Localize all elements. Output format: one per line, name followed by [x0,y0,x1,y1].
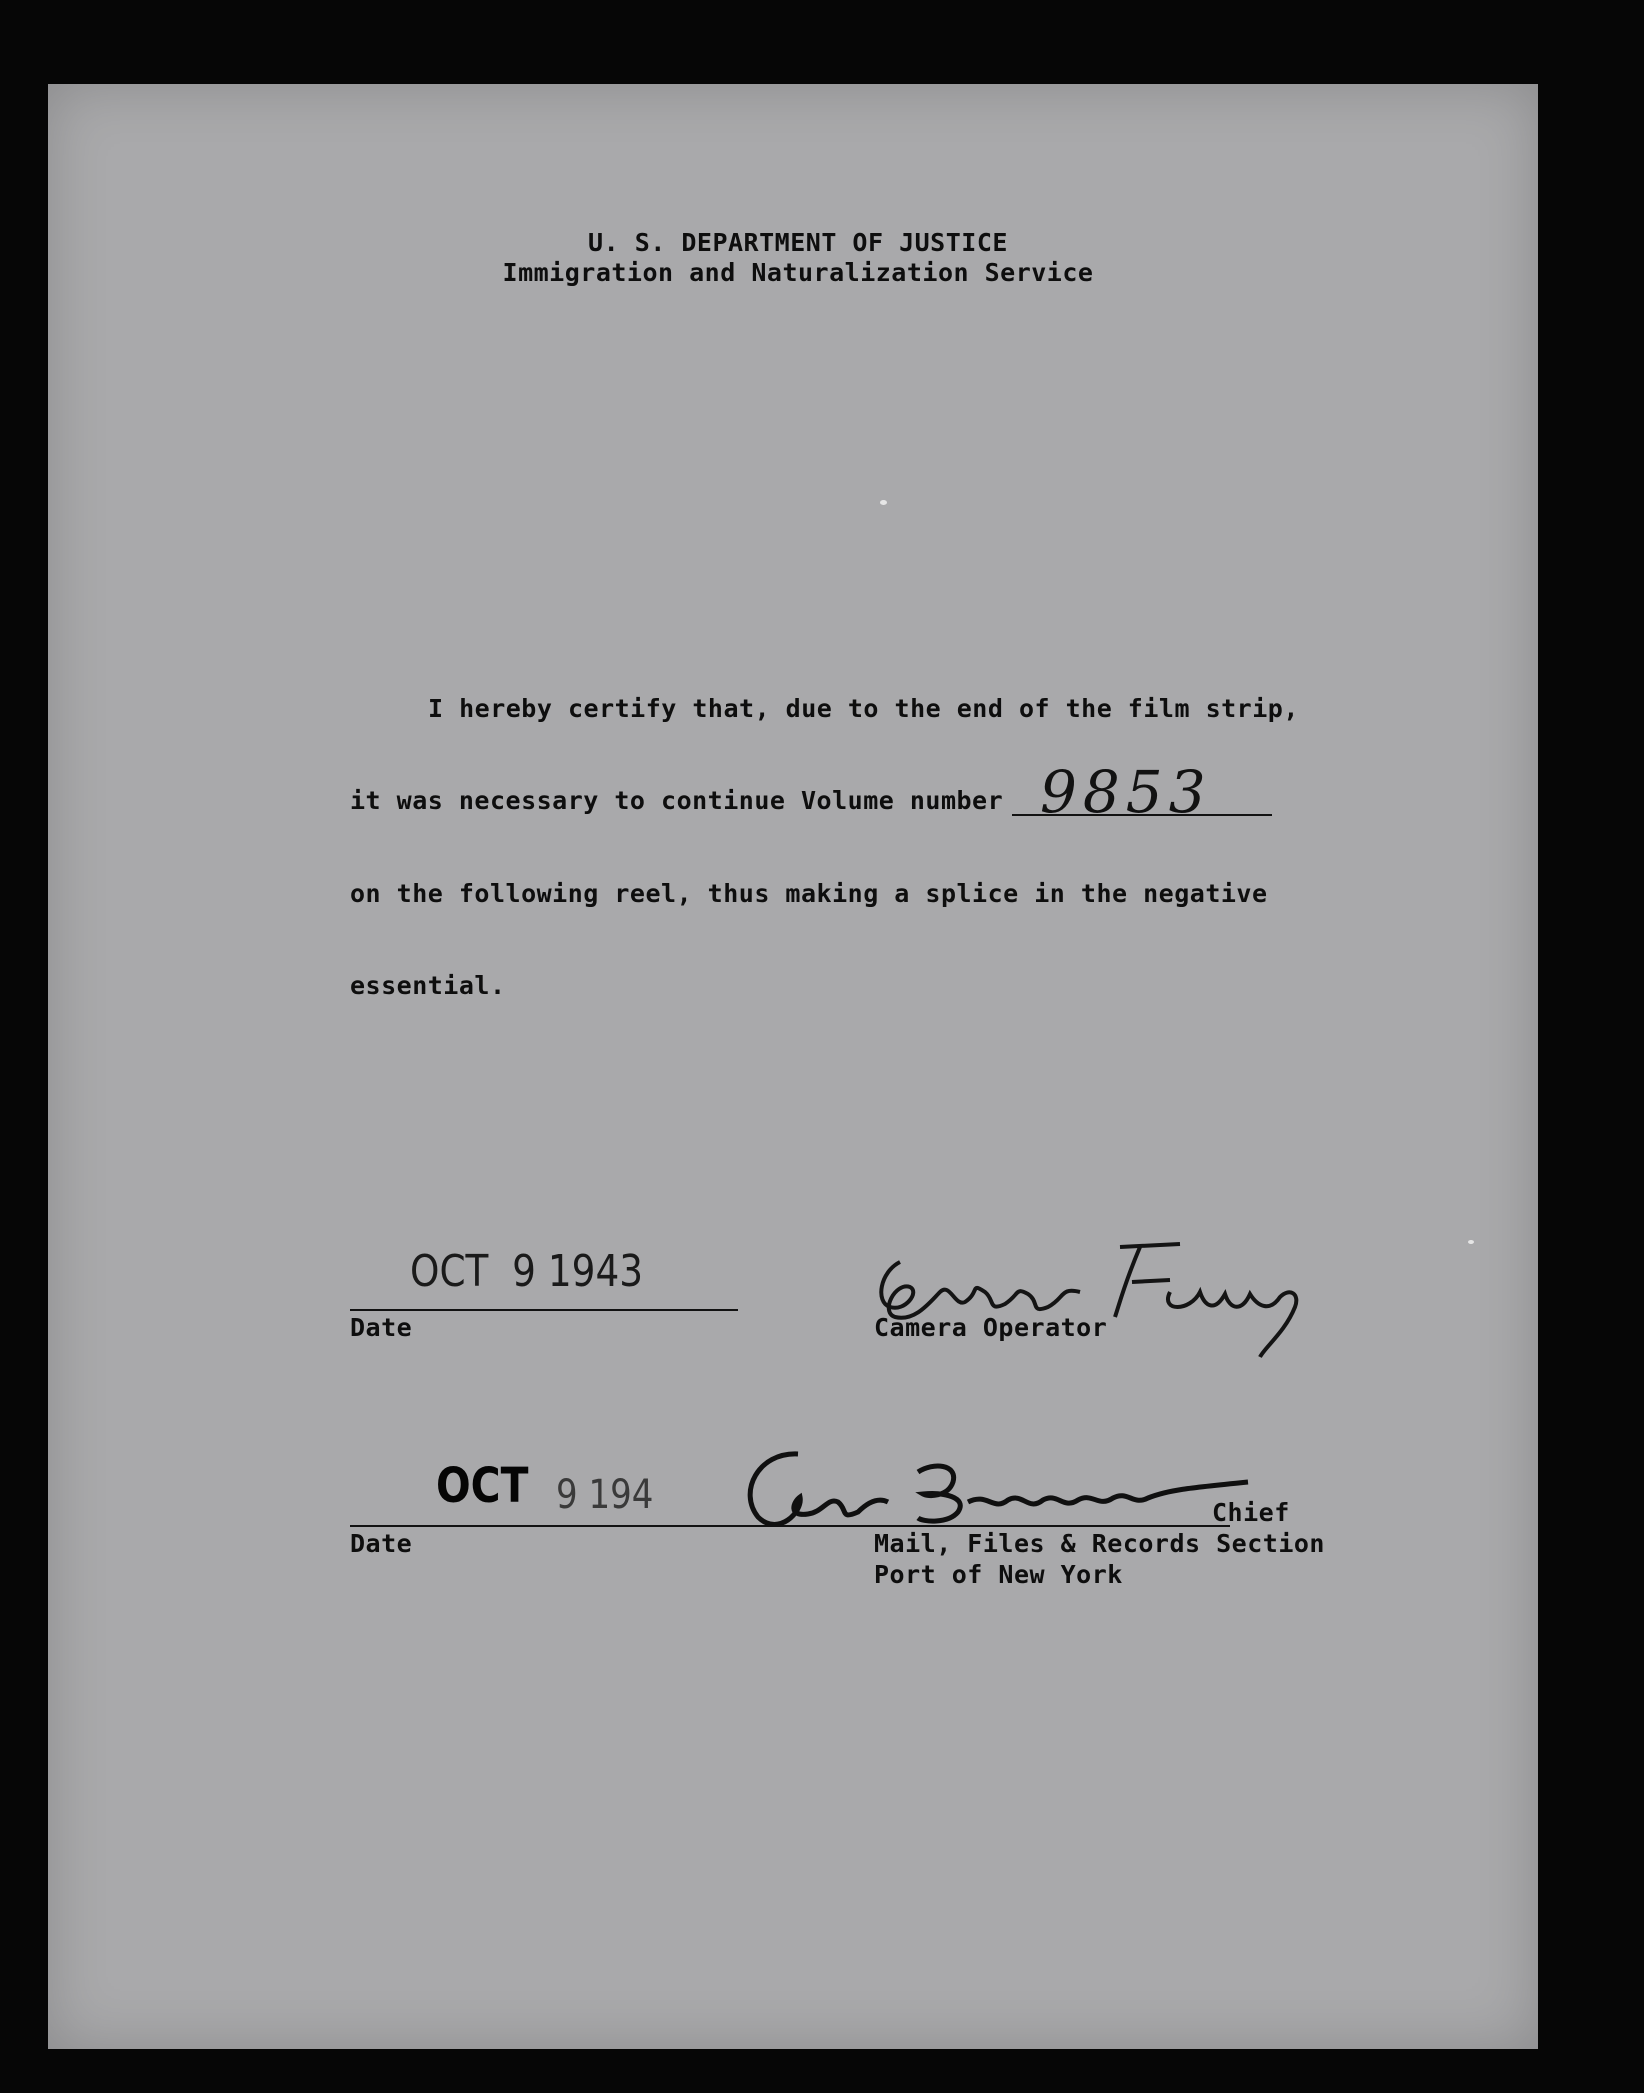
date-stamp-1: OCT 9 1943 [410,1246,644,1297]
date-label-1: Date [350,1313,413,1342]
header-department: U. S. DEPARTMENT OF JUSTICE [588,228,1008,257]
chief-title: Chief [1212,1498,1290,1527]
body-line-3: on the following reel, thus making a splice in the negative [350,879,1268,908]
body-line-2-prefix: it was necessary to continue Volume number [350,786,1004,815]
camera-operator-signature [870,1232,1320,1362]
header-service: Immigration and Naturalization Service [502,258,1094,287]
chief-port-line: Port of New York [874,1560,1123,1589]
volume-number-handwritten: 9853 [1040,758,1212,826]
camera-operator-label: Camera Operator [874,1313,1108,1342]
chief-section-line: Mail, Files & Records Section [874,1529,1325,1558]
body-line-1: I hereby certify that, due to the end of the film strip, [428,694,1299,723]
paper-speck [880,500,887,505]
date-line-1 [350,1309,738,1311]
date-label-2: Date [350,1529,413,1558]
document-page [48,84,1538,2049]
body-line-4: essential. [350,971,506,1000]
date-stamp-2-rest: 9 194 [556,1472,654,1518]
paper-speck [1468,1240,1474,1244]
chief-signature [728,1442,1268,1542]
date-stamp-2-month: OCT [436,1458,529,1514]
